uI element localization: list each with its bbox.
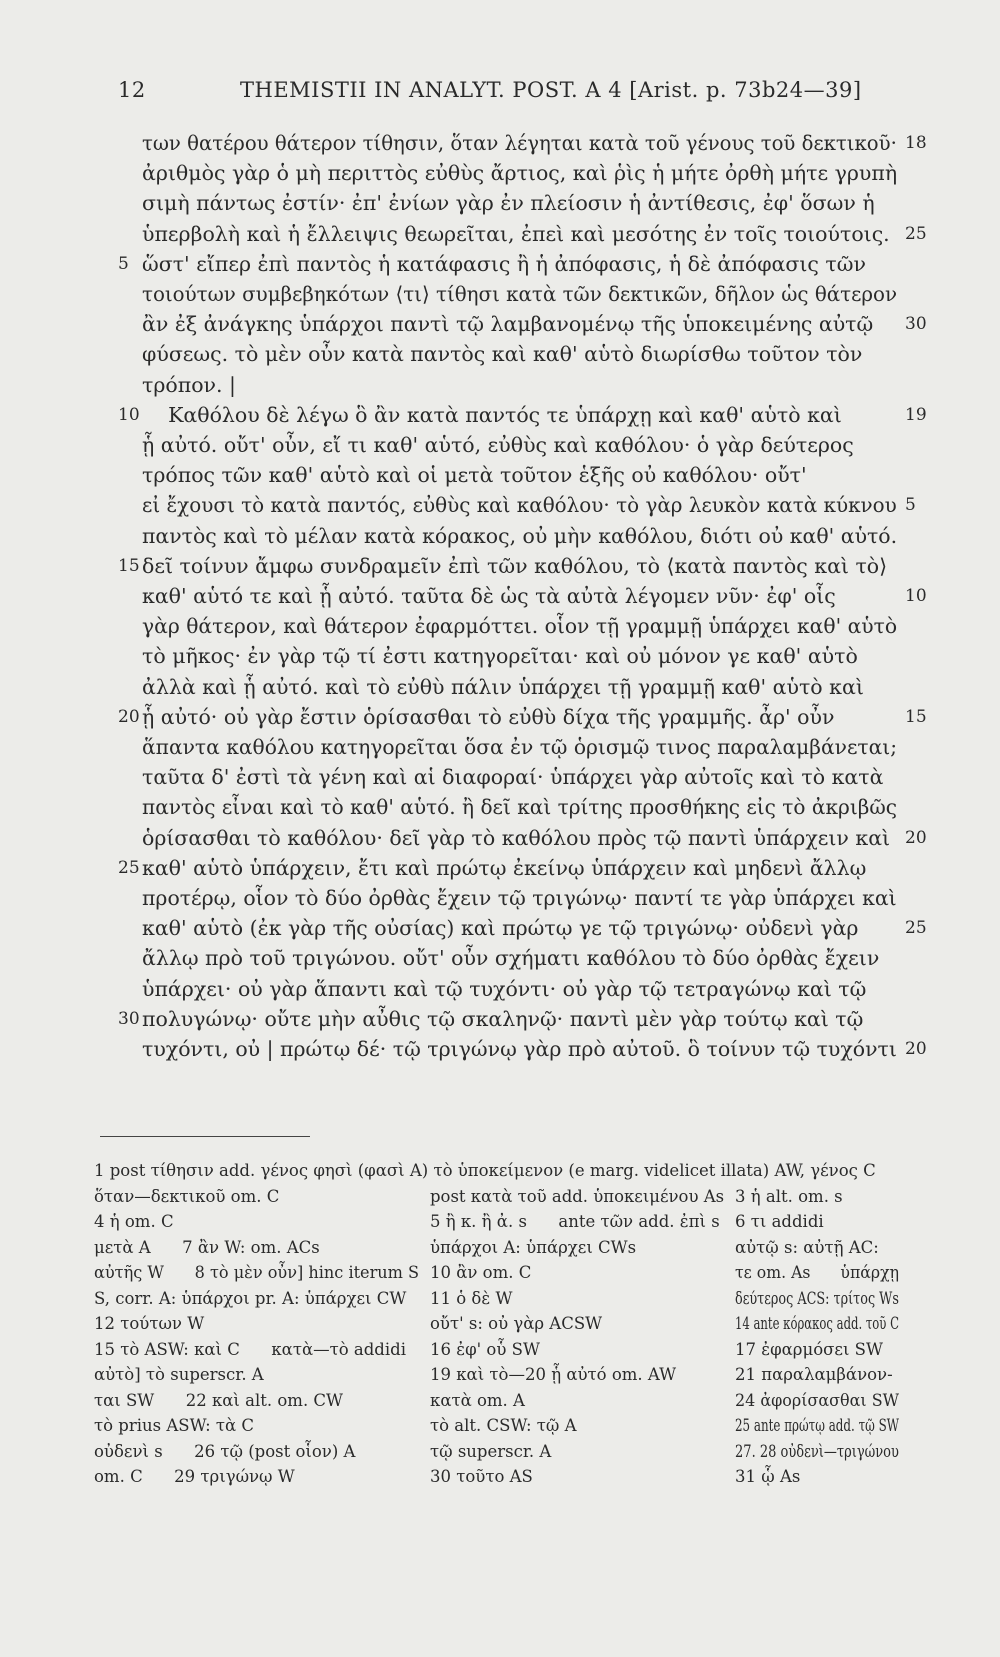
aristotle-line-ref: 20 [905, 827, 927, 848]
line-text: παντὸς καὶ τὸ μέλαν κατὰ κόρακος, οὐ μὴν καθόλου, διότι οὐ καθ' αὑτό. [142, 523, 898, 548]
aristotle-line-ref: 30 [905, 314, 927, 335]
line-text: παντὸς εἶναι καὶ τὸ καθ' αὑτό. ἢ δεῖ καὶ τρίτης προσθήκης εἰς τὸ ἀκριβῶς [142, 795, 897, 820]
line-number: 5 [118, 253, 129, 274]
line-text: τρόπος τῶν καθ' αὑτὸ καὶ οἱ μετὰ τοῦτον ἑξῆς οὐ καθόλου· οὔτ' [142, 463, 807, 488]
line-text: ἀλλὰ καὶ ᾗ αὐτό. καὶ τὸ εὐθὺ πάλιν ὑπάρχει τῇ γραμμῇ καθ' αὑτὸ καὶ [142, 674, 864, 699]
line-text: προτέρῳ, οἷον τὸ δύο ὀρθὰς ἔχειν τῷ τριγώνῳ· παντί τε γὰρ ὑπάρχει καὶ [142, 886, 897, 910]
text-line [0, 883, 1000, 913]
apparatus-entry: ται SW 22 καὶ alt. om. CW [94, 1390, 344, 1410]
text-line [0, 551, 1000, 581]
apparatus-entry: κατὰ om. A [430, 1390, 525, 1410]
line-text: πολυγώνῳ· οὔτε μὴν αὖθις τῷ σκαληνῷ· παντὶ μὲν γὰρ τούτῳ καὶ τῷ [142, 1006, 864, 1031]
line-text: ᾗ αὐτό. οὔτ' οὖν, εἴ τι καθ' αὑτό, εὐθὺς καὶ καθόλου· ὁ γὰρ δεύτερος [142, 433, 854, 457]
apparatus-entry: οὔτ' s: οὐ γὰρ ACSW [430, 1314, 603, 1333]
apparatus-entry: τε om. As ὑπάρχῃ [735, 1263, 900, 1282]
line-text: καθ' αὑτὸ (ἐκ γὰρ τῆς οὐσίας) καὶ πρώτῳ γε τῷ τριγώνῳ· οὐδενὶ γὰρ [142, 916, 859, 941]
line-text: ἅπαντα καθόλου κατηγορεῖται ὅσα ἐν τῷ ὁρισμῷ τινος παραλαμβάνεται; [142, 735, 898, 759]
aristotle-line-ref: 15 [905, 706, 927, 727]
apparatus-entry: om. C 29 τριγώνῳ W [94, 1467, 295, 1486]
line-text: γὰρ θάτερον, καὶ θάτερον ἐφαρμόττει. οἷον τῇ γραμμῇ ὑπάρχει καθ' αὑτὸ [142, 614, 898, 639]
line-text: ὁρίσασθαι τὸ καθόλου· δεῖ γὰρ τὸ καθόλου πρὸς τῷ παντὶ ὑπάρχειν καὶ [142, 825, 891, 850]
text-line [0, 792, 1000, 822]
apparatus-entry: 6 τι addidi [735, 1212, 824, 1231]
line-text: ταῦτα δ' ἐστὶ τὰ γένη καὶ αἱ διαφοραί· ὑπάρχει γὰρ αὐτοῖς καὶ τὸ κατὰ [142, 765, 884, 790]
apparatus-entry: 30 τοῦτο AS [430, 1467, 533, 1486]
line-number: 20 [118, 706, 140, 727]
apparatus-entry: 24 ἀφορίσασθαι SW [735, 1390, 899, 1410]
apparatus-entry: τὸ prius ASW: τὰ C [94, 1416, 255, 1435]
apparatus-entry: τὸ alt. CSW: τῷ A [430, 1416, 577, 1435]
apparatus-entry: αὐτῷ s: αὐτῇ AC: [735, 1237, 879, 1257]
line-text: φύσεως. τὸ μὲν οὖν κατὰ παντὸς καὶ καθ' αὑτὸ διωρίσθω τοῦτον τὸν [142, 342, 863, 367]
text-line [0, 762, 1000, 792]
apparatus-line [0, 1209, 1000, 1235]
text-line [0, 460, 1000, 490]
aristotle-line-ref: 10 [905, 586, 927, 606]
text-line [0, 641, 1000, 671]
text-line [0, 128, 1000, 158]
text-line [0, 339, 1000, 369]
apparatus-entry: 1 post τίθησιν add. γένος φησὶ (φασὶ A) τὸ ὑποκείμενον (e marg. videlicet illata) AW, γένος C [94, 1161, 876, 1180]
apparatus-line [0, 1311, 1000, 1337]
apparatus-line [0, 1413, 1000, 1439]
apparatus-entry: S, corr. A: ὑπάρχοι pr. A: ὑπάρχει CW [94, 1288, 407, 1308]
aristotle-line-ref: 5 [905, 495, 916, 516]
apparatus-entry: 4 ἡ om. C [94, 1212, 174, 1231]
text-line [0, 279, 1000, 309]
apparatus-entry: 19 καὶ τὸ—20 ᾗ αὐτό om. AW [430, 1365, 677, 1384]
text-line [0, 1034, 1000, 1064]
apparatus-entry: 21 παραλαμβάνον- [735, 1365, 893, 1384]
footnote-divider [100, 1136, 310, 1137]
apparatus-entry: 16 ἐφ' οὗ SW [430, 1339, 540, 1359]
text-line [0, 1004, 1000, 1034]
apparatus-entry: τῷ superscr. A [430, 1441, 552, 1461]
text-line [0, 430, 1000, 460]
line-text: Καθόλου δὲ λέγω ὃ ἂν κατὰ παντός τε ὑπάρχῃ καὶ καθ' αὑτὸ καὶ [142, 402, 842, 427]
apparatus-entry: 3 ἡ alt. om. s [735, 1186, 843, 1206]
apparatus-entry: post κατὰ τοῦ add. ὑποκειμένου As [430, 1186, 725, 1206]
apparatus-entry: 5 ἢ κ. ἢ ἀ. s ante τῶν add. ἐπὶ s [430, 1212, 720, 1231]
apparatus-entry: ὑπάρχοι A: ὑπάρχει CWs [430, 1237, 637, 1257]
apparatus-entry: 11 ὁ δὲ W [430, 1288, 513, 1308]
apparatus-entry: οὐδενὶ s 26 τῷ (post οἷον) A [94, 1441, 356, 1461]
apparatus-entry: δεύτερος ACS: τρίτος Ws [735, 1288, 899, 1308]
text-line [0, 521, 1000, 551]
line-text: εἰ ἔχουσι τὸ κατὰ παντός, εὐθὺς καὶ καθόλου· τὸ γὰρ λευκὸν κατὰ κύκνου [142, 493, 897, 518]
text-line [0, 913, 1000, 943]
apparatus-line [0, 1337, 1000, 1363]
text-line [0, 823, 1000, 853]
line-text: ᾗ αὐτό· οὐ γὰρ ἔστιν ὁρίσασθαι τὸ εὐθὺ δίχα τῆς γραμμῆς. ἆρ' οὖν [142, 704, 835, 729]
text-line [0, 158, 1000, 188]
line-text: ὑπερβολὴ καὶ ἡ ἔλλειψις θεωρεῖται, ἐπεὶ καὶ μεσότης ἐν τοῖς τοιούτοις. [142, 221, 890, 246]
aristotle-line-ref: 18 [905, 133, 927, 153]
apparatus-line [0, 1362, 1000, 1388]
text-line [0, 702, 1000, 732]
apparatus-line [0, 1286, 1000, 1312]
running-title: THEMISTII IN ANALYT. POST. A 4 [Arist. p. 73b24—39] [240, 78, 862, 102]
text-line [0, 672, 1000, 702]
text-line [0, 853, 1000, 883]
apparatus-entry: 31 ᾧ As [735, 1467, 801, 1486]
line-text: σιμὴ πάντως ἐστίν· ἐπ' ἐνίων γὰρ ἐν πλείοσιν ἡ ἀντίθεσις, ἐφ' ὅσων ἡ [142, 191, 875, 216]
line-number: 15 [118, 555, 140, 576]
apparatus-entry: 10 ἂν om. C [430, 1263, 532, 1282]
apparatus-entry: 27. 28 οὐδενὶ—τριγώνου [735, 1441, 899, 1461]
line-text: ἀριθμὸς γὰρ ὁ μὴ περιττὸς εὐθὺς ἄρτιος, καὶ ῥὶς ἡ μήτε ὀρθὴ μήτε γρυπὴ [142, 161, 898, 186]
aristotle-line-ref: 20 [905, 1039, 927, 1059]
text-line [0, 974, 1000, 1004]
line-number: 30 [118, 1008, 140, 1029]
text-line [0, 490, 1000, 520]
text-line [0, 219, 1000, 249]
line-text: τὸ μῆκος· ἐν γὰρ τῷ τί ἐστι κατηγορεῖται· καὶ οὐ μόνον γε καθ' αὑτὸ [142, 644, 858, 669]
line-text: καθ' αὑτό τε καὶ ᾗ αὐτό. ταῦτα δὲ ὡς τὰ αὐτὰ λέγομεν νῦν· ἐφ' οἷς [142, 584, 836, 608]
line-text: των θατέρου θάτερον τίθησιν, ὅταν λέγηται κατὰ τοῦ γένους τοῦ δεκτικοῦ· [142, 131, 897, 155]
line-text: ὑπάρχει· οὐ γὰρ ἅπαντι καὶ τῷ τυχόντι· οὐ γὰρ τῷ τετραγώνῳ καὶ τῷ [142, 976, 867, 1001]
line-text: ἂν ἐξ ἀνάγκης ὑπάρχοι παντὶ τῷ λαμβανομένῳ τῆς ὑποκειμένης αὐτῷ [142, 312, 874, 337]
line-text: ὥστ' εἴπερ ἐπὶ παντὸς ἡ κατάφασις ἢ ἡ ἀπόφασις, ἡ δὲ ἀπόφασις τῶν [142, 251, 866, 276]
apparatus-entry: αὐτὸ] τὸ superscr. A [94, 1365, 264, 1384]
apparatus-entry: μετὰ A 7 ἂν W: om. ACs [94, 1237, 320, 1257]
apparatus-line [0, 1464, 1000, 1490]
text-line [0, 249, 1000, 279]
apparatus-line [0, 1158, 1000, 1184]
text-line [0, 370, 1000, 400]
text-line [0, 309, 1000, 339]
text-line [0, 943, 1000, 973]
apparatus-entry: ὅταν—δεκτικοῦ om. C [94, 1186, 280, 1206]
line-number: 25 [118, 857, 140, 878]
line-number: 10 [118, 404, 140, 425]
apparatus-entry: 14 ante κόρακος add. τοῦ C [735, 1314, 899, 1333]
text-line [0, 188, 1000, 218]
apparatus-line [0, 1260, 1000, 1286]
text-line [0, 611, 1000, 641]
line-text: καθ' αὑτὸ ὑπάρχειν, ἔτι καὶ πρώτῳ ἐκείνῳ ὑπάρχειν καὶ μηδενὶ ἄλλῳ [142, 855, 867, 880]
apparatus-line [0, 1235, 1000, 1261]
line-text: τρόπον. | [142, 372, 236, 397]
line-text: τυχόντι, οὐ | πρώτῳ δέ· τῷ τριγώνῳ γὰρ πρὸ αὐτοῦ. ὃ τοίνυν τῷ τυχόντι [142, 1037, 897, 1061]
apparatus-line [0, 1184, 1000, 1210]
apparatus-line [0, 1388, 1000, 1414]
aristotle-line-ref: 25 [905, 223, 927, 244]
text-line [0, 581, 1000, 611]
line-text: ἄλλῳ πρὸ τοῦ τριγώνου. οὔτ' οὖν σχήματι καθόλου τὸ δύο ὀρθὰς ἔχειν [142, 946, 880, 971]
aristotle-line-ref: 25 [905, 918, 927, 939]
page-number: 12 [118, 78, 146, 102]
line-text: δεῖ τοίνυν ἄμφω συνδραμεῖν ἐπὶ τῶν καθόλου, τὸ ⟨κατὰ παντὸς καὶ τὸ⟩ [142, 553, 888, 578]
apparatus-entry: 15 τὸ ASW: καὶ C κατὰ—τὸ addidi [94, 1339, 406, 1359]
apparatus-entry: 12 τούτων W [94, 1314, 205, 1333]
apparatus-entry: 17 ἐφαρμόσει SW [735, 1339, 883, 1359]
text-line [0, 400, 1000, 430]
apparatus-entry: αὐτῆς W 8 τὸ μὲν οὖν] hinc iterum S [94, 1263, 420, 1282]
apparatus-line [0, 1439, 1000, 1465]
text-line [0, 732, 1000, 762]
aristotle-line-ref: 19 [905, 404, 927, 425]
line-text: τοιούτων συμβεβηκότων ⟨τι⟩ τίθησι κατὰ τῶν δεκτικῶν, δῆλον ὡς θάτερον [142, 282, 898, 306]
apparatus-entry: 25 ante πρώτῳ add. τῷ SW [735, 1416, 899, 1435]
